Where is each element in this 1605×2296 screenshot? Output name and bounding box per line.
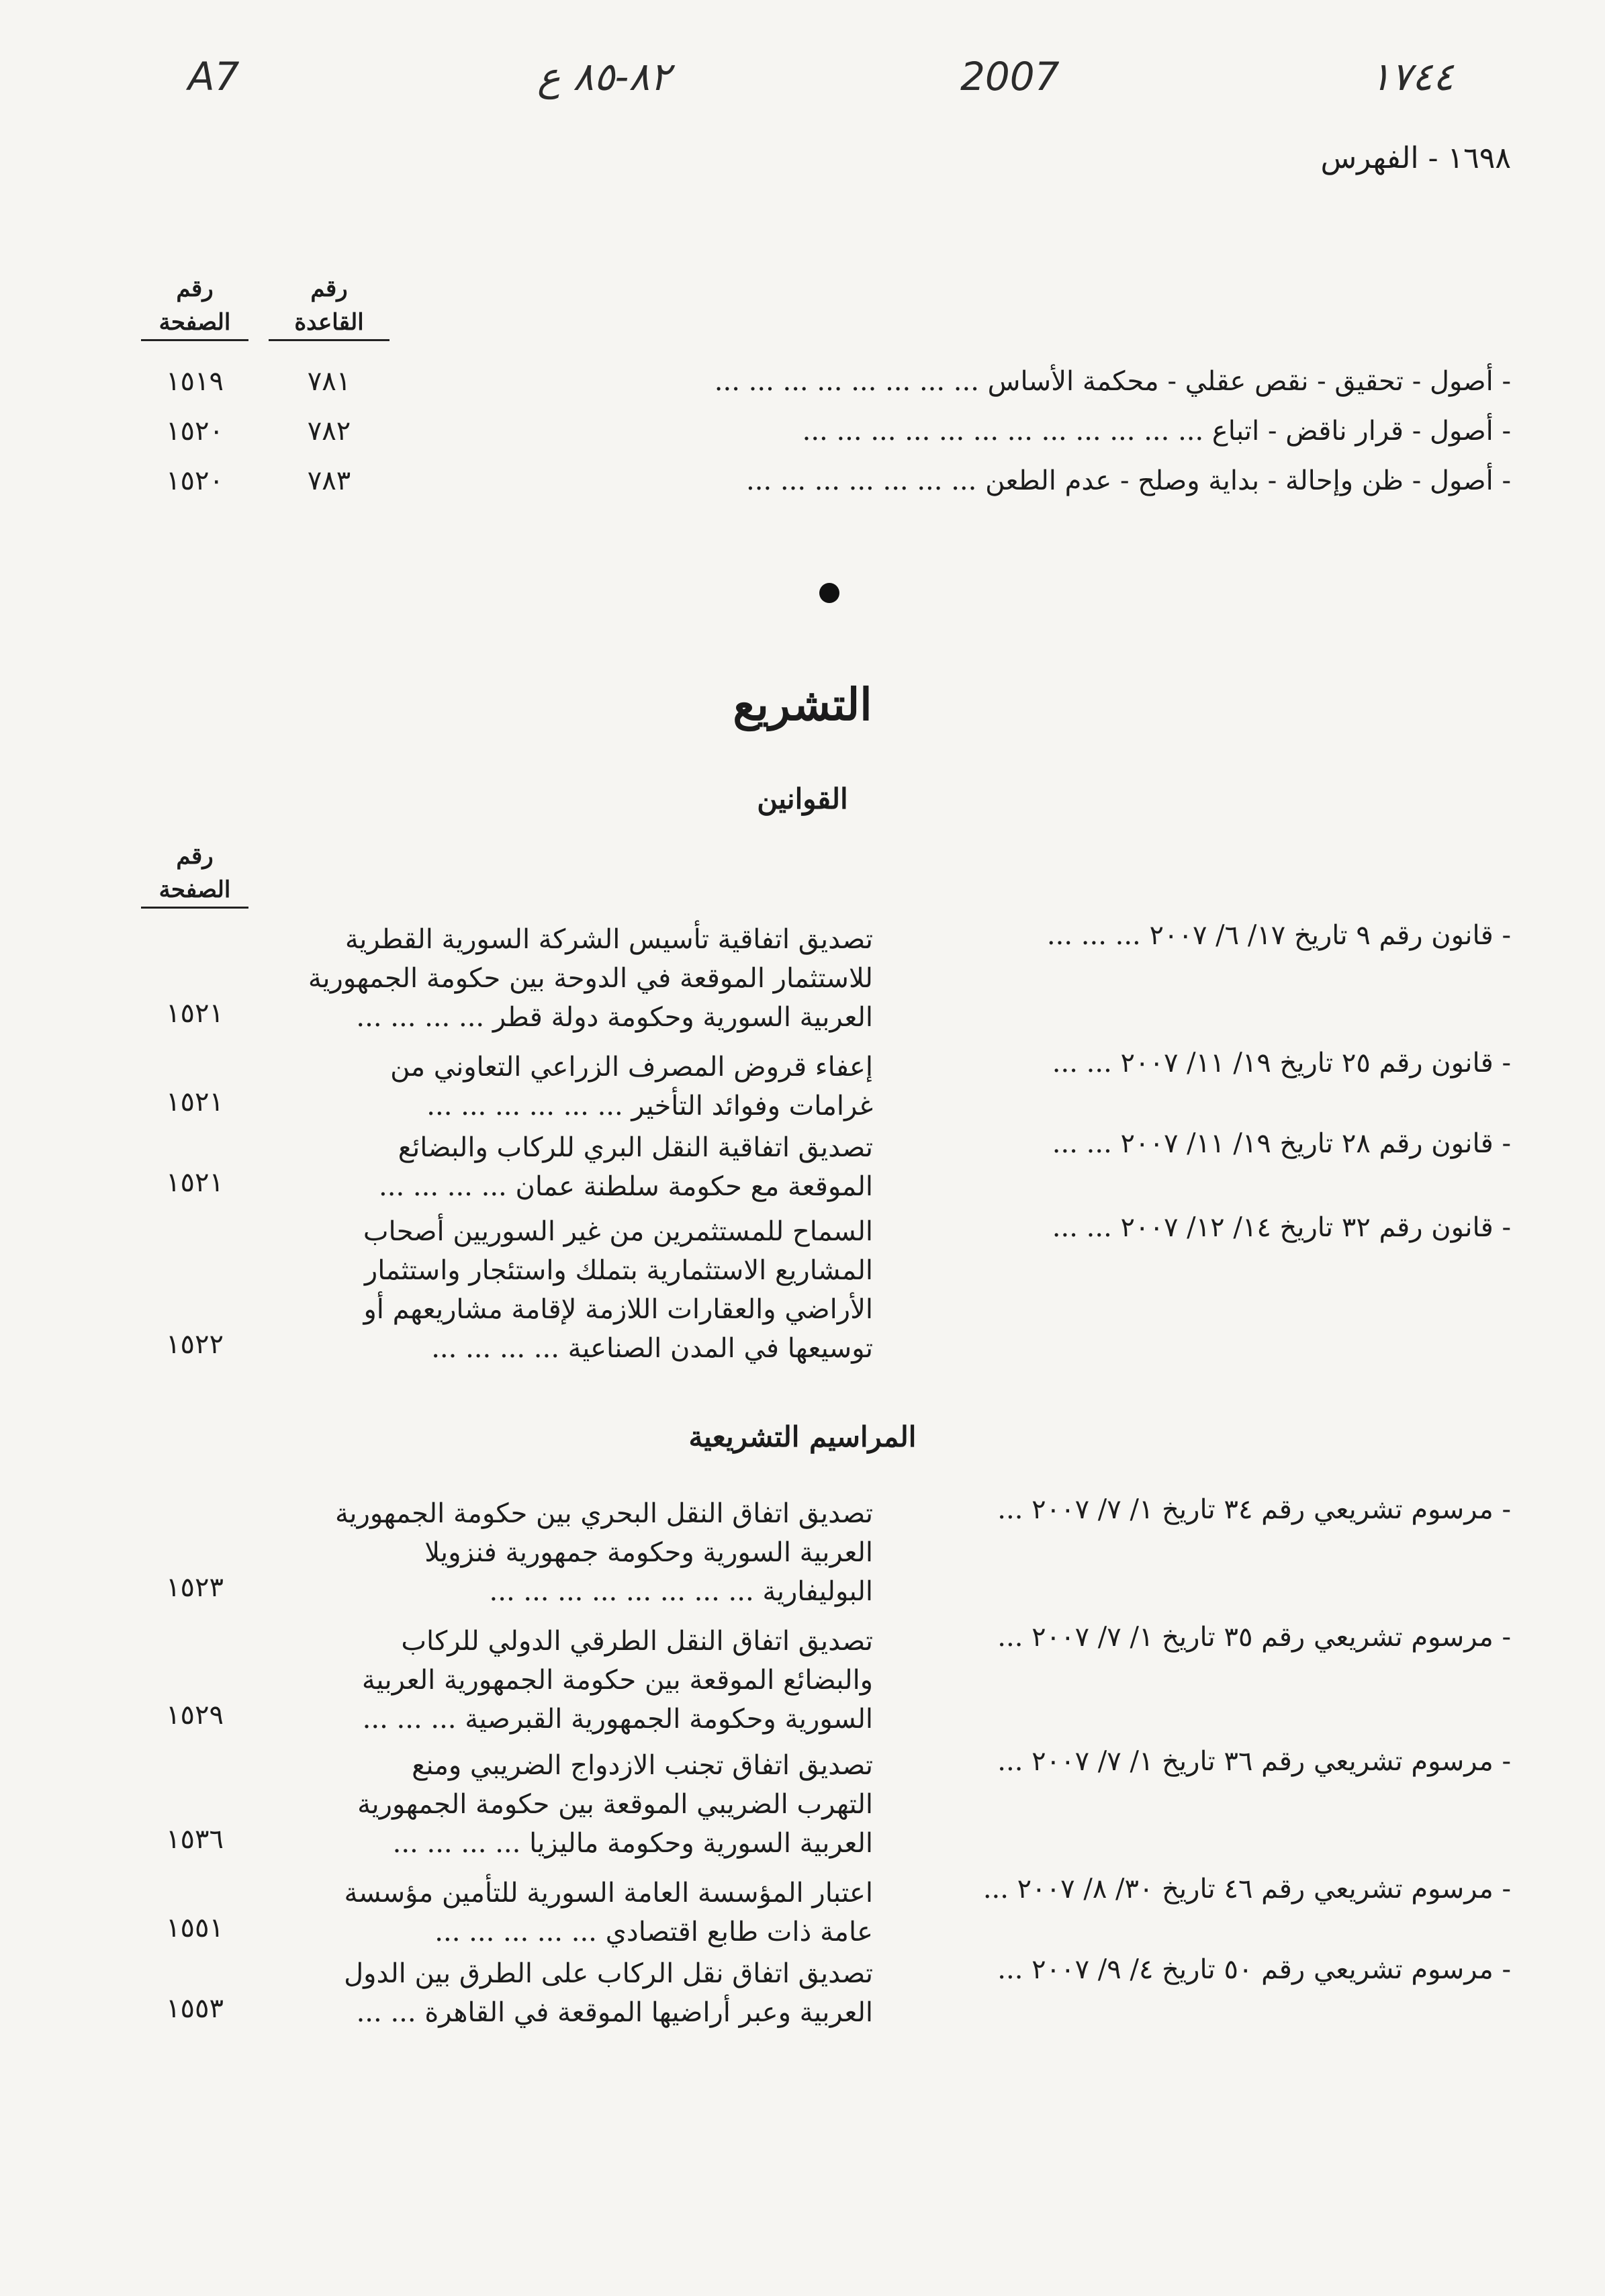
decree-description-line: العربية السورية وحكومة جمهورية فنزويلا	[424, 1537, 873, 1568]
law-description-line: توسيعها في المدن الصناعية ... ... ... ...	[431, 1333, 873, 1364]
law-description-line: السماح للمستثمرين من غير السوريين أصحاب	[363, 1216, 873, 1247]
decree-description-line: السورية وحكومة الجمهورية القبرصية ... ... ...	[362, 1704, 873, 1735]
rule-page: ١٥٢٠	[166, 465, 224, 496]
rule-text: - أصول - تحقيق - نقص عقلي - محكمة الأساس ... ... ... ... ... ... ... ...	[714, 366, 1511, 397]
decree-description	[282, 1494, 873, 1611]
decree-entry	[141, 1874, 1511, 1961]
law-description-line: غرامات وفوائد التأخير ... ... ... ... ... ...	[426, 1091, 873, 1121]
rule-text: - أصول - ظن وإحالة - بداية وصلح - عدم الطعن ... ... ... ... ... ... ...	[746, 465, 1511, 496]
law-description-line: العربية السورية وحكومة دولة قطر ... ... ... ...	[356, 1002, 873, 1033]
decree-description	[282, 1622, 873, 1739]
law-page: ١٥٢١	[166, 1167, 224, 1198]
rule-text: - أصول - قرار ناقض - اتباع ... ... ... ... ... ... ... ... ... ... ... ...	[802, 416, 1511, 447]
law-description	[282, 1048, 873, 1126]
rule-number-header	[269, 272, 389, 341]
rule-row	[141, 409, 1511, 459]
law-entry	[141, 1212, 1511, 1380]
decree-description	[282, 1954, 873, 2032]
page-number-header-line2: الصفحة	[141, 306, 248, 341]
law-description	[282, 1212, 873, 1368]
page-number-header-line1: رقم	[176, 275, 214, 302]
rule-row	[141, 459, 1511, 508]
decree-page: ١٥٢٩	[166, 1700, 224, 1731]
laws-page-header-line1: رقم	[176, 843, 214, 870]
rule-number: ٧٨١	[307, 366, 351, 397]
decree-description-line: تصديق اتفاق تجنب الازدواج الضريبي ومنع	[412, 1750, 873, 1781]
running-head: ١٦٩٨ - الفهرس	[1320, 141, 1511, 175]
decree-entry	[141, 1622, 1511, 1749]
decree-page: ١٥٣٦	[166, 1824, 224, 1855]
rule-page: ١٥٢٠	[166, 416, 224, 447]
laws-page-header-line2: الصفحة	[141, 873, 248, 909]
decree-reference: - مرسوم تشريعي رقم ٤٦ تاريخ ٣٠/ ٨/ ٢٠٠٧ ...	[982, 1874, 1511, 1904]
laws-subtitle: القوانين	[757, 782, 848, 815]
rule-number: ٧٨٢	[307, 416, 351, 447]
decree-description-line: اعتبار المؤسسة العامة السورية للتأمين مؤسسة	[344, 1878, 873, 1909]
law-entry	[141, 1048, 1511, 1135]
section-separator-dot	[819, 583, 839, 603]
law-page: ١٥٢١	[166, 1087, 224, 1117]
decree-reference: - مرسوم تشريعي رقم ٣٥ تاريخ ١/ ٧/ ٢٠٠٧ ...	[997, 1622, 1511, 1653]
handwritten-note-center: 2007	[960, 54, 1060, 99]
decree-page: ١٥٥٣	[166, 1993, 224, 2024]
laws-page-header	[141, 839, 248, 909]
decree-description-line: تصديق اتفاق نقل الركاب على الطرق بين الدول	[344, 1958, 873, 1989]
decree-reference: - مرسوم تشريعي رقم ٥٠ تاريخ ٤/ ٩/ ٢٠٠٧ ...	[997, 1954, 1511, 1985]
decree-description-line: تصديق اتفاق النقل الطرقي الدولي للركاب	[401, 1626, 873, 1657]
rules-list	[141, 359, 1511, 508]
decree-page: ١٥٥١	[166, 1913, 224, 1943]
law-entry	[141, 1128, 1511, 1215]
law-description-line: للاستثمار الموقعة في الدوحة بين حكومة الجمهورية	[308, 963, 873, 994]
decree-description-line: العربية السورية وحكومة ماليزيا ... ... ... ...	[392, 1828, 873, 1859]
decree-entry	[141, 1746, 1511, 1874]
page-number-header	[141, 272, 248, 341]
decree-reference: - مرسوم تشريعي رقم ٣٦ تاريخ ١/ ٧/ ٢٠٠٧ ...	[997, 1746, 1511, 1777]
section-title: التشريع	[733, 678, 872, 731]
law-description-line: الموقعة مع حكومة سلطنة عمان ... ... ... ...	[379, 1171, 873, 1202]
rule-number-header-line2: القاعدة	[269, 306, 389, 341]
decree-entry	[141, 1954, 1511, 2041]
law-description	[282, 920, 873, 1037]
law-reference: - قانون رقم ٢٥ تاريخ ١٩/ ١١/ ٢٠٠٧ ... ...	[1052, 1048, 1511, 1078]
decree-description-line: العربية وعبر أراضيها الموقعة في القاهرة ... ...	[356, 1997, 873, 2028]
decree-description	[282, 1746, 873, 1863]
law-description-line: تصديق اتفاقية تأسيس الشركة السورية القطرية	[345, 924, 873, 955]
handwritten-note-center-left: ٨٢-٨٥ ع	[537, 54, 671, 99]
law-page: ١٥٢١	[166, 998, 224, 1029]
rule-number-header-line1: رقم	[310, 275, 348, 302]
law-description-line: إعفاء قروض المصرف الزراعي التعاوني من	[390, 1052, 873, 1083]
decree-description-line: تصديق اتفاق النقل البحري بين حكومة الجمهورية	[334, 1498, 873, 1529]
decree-entry	[141, 1494, 1511, 1622]
law-page: ١٥٢٢	[166, 1329, 224, 1360]
law-description-line: الأراضي والعقارات اللازمة لإقامة مشاريعهم أو	[363, 1294, 873, 1325]
decree-description-line: البوليفارية ... ... ... ... ... ... ... ...	[489, 1576, 873, 1607]
law-reference: - قانون رقم ٣٢ تاريخ ١٤/ ١٢/ ٢٠٠٧ ... ...	[1052, 1212, 1511, 1243]
law-description	[282, 1128, 873, 1206]
decree-description-line: عامة ذات طابع اقتصادي ... ... ... ... ...	[434, 1917, 873, 1947]
rule-page: ١٥١٩	[166, 366, 224, 397]
decree-description-line: والبضائع الموقعة بين حكومة الجمهورية العربية	[361, 1665, 873, 1696]
decree-page: ١٥٢٣	[166, 1572, 224, 1603]
law-description-line: تصديق اتفاقية النقل البري للركاب والبضائع	[398, 1132, 873, 1163]
law-reference: - قانون رقم ٩ تاريخ ١٧/ ٦/ ٢٠٠٧ ... ... ...	[1046, 920, 1511, 951]
decrees-subtitle: المراسيم التشريعية	[688, 1420, 917, 1453]
rule-row	[141, 359, 1511, 409]
decree-reference: - مرسوم تشريعي رقم ٣٤ تاريخ ١/ ٧/ ٢٠٠٧ ...	[997, 1494, 1511, 1525]
decree-description	[282, 1874, 873, 1951]
law-description-line: المشاريع الاستثمارية بتملك واستئجار واستثمار	[364, 1255, 873, 1286]
law-reference: - قانون رقم ٢٨ تاريخ ١٩/ ١١/ ٢٠٠٧ ... ...	[1052, 1128, 1511, 1159]
handwritten-note-right: ١٧٤٤	[1370, 54, 1454, 99]
rule-number: ٧٨٣	[307, 465, 351, 496]
decree-description-line: التهرب الضريبي الموقعة بين حكومة الجمهورية	[357, 1789, 873, 1820]
handwritten-note-left: A7	[188, 54, 240, 99]
